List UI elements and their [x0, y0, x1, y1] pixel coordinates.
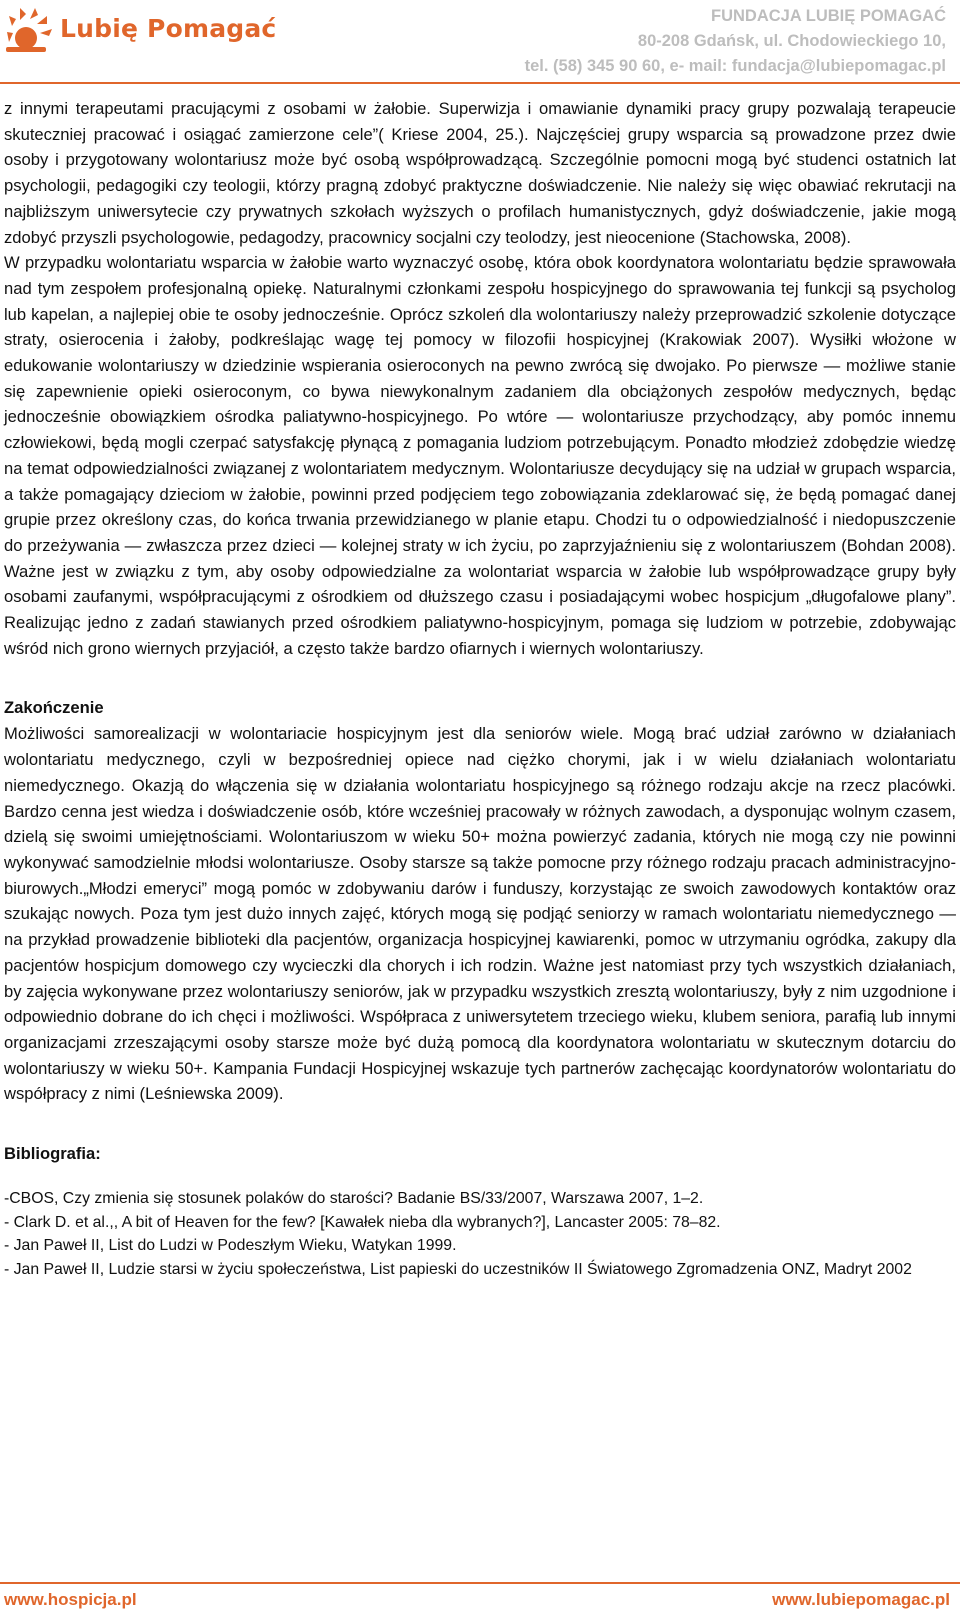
foundation-address: 80-208 Gdańsk, ul. Chodowieckiego 10, [637, 32, 946, 50]
footer-link-lubiepomagac[interactable]: www.lubiepomagac.pl [772, 1590, 950, 1609]
foundation-name: FUNDACJA LUBIĘ POMAGAĆ [711, 7, 946, 25]
logo-text: Lubię Pomagać [60, 14, 277, 43]
document-body [4, 96, 956, 1281]
bibliography-item: - Jan Paweł II, Ludzie starsi w życiu społeczeństwa, List papieski do uczestników II Światowego Zgromadzenia ONZ, Madryt 2002 [4, 1260, 912, 1278]
footer-link-hospicja[interactable]: www.hospicja.pl [4, 1590, 137, 1609]
sun-logo-icon [4, 2, 56, 56]
bibliography-item: -CBOS, Czy zmienia się stosunek polaków do starości? Badanie BS/33/2007, Warszawa 2007, 1–2. [4, 1190, 704, 1208]
page-header [0, 0, 960, 86]
logo [4, 2, 277, 56]
foundation-contact: tel. (58) 345 90 60, e- mail: fundacja@lubiepomagac.pl [524, 57, 946, 75]
footer-divider [0, 1582, 960, 1584]
section-heading: Zakończenie [4, 698, 104, 718]
bibliography-item: - Clark D. et al.,, A bit of Heaven for the few? [Kawałek nieba dla wybranych?], Lancaster 2005: 78–82. [4, 1213, 721, 1231]
bibliography-section [4, 1141, 956, 1281]
body-paragraph: W przypadku wolontariatu wsparcia w żałobie warto wyznaczyć osobę, która obok koordynatora wolontariatu będzie sprawowała nad tym zespołem profesjonalną opiekę. Naturalnymi członkami zespołu hospicyjnego do sprawowania tej funkcji są psycholog lub kapelan, a najlepiej obie te osoby jednocześnie. Oprócz szkoleń dla wolontariuszy należy przeprowadzić szkolenie dotyczące straty, osierocenia i żałoby, podkreślając wagę tej pomocy w filozofii hospicyjnej (Krakowiak 2007). Wysiłki włożone w edukowanie wolontariuszy w dziedzinie wspierania osieroconych na pewno zwrócą się dwojako. Po pierwsze — możliwe stanie się zapewnienie opieki osieroconym, co bywa niewykonalnym zadaniem dla obciążonych zespołów medycznych, będąc jednocześnie obowiązkiem ośrodka paliatywno-hospicyjnego. Po wtóre — wolontariusze przychodzący, aby pomóc innemu człowiekowi, będą mogli czerpać satysfakcję płynącą z pomagania ludziom potrzebującym. Ponadto młodzież zdobędzie wiedzę na temat odpowiedzialności związanej z wolontariatem medycznym. Wolontariusze decydujący się na udział w grupach wsparcia, a także pomagający dzieciom w żałobie, powinni przed podjęciem tego zobowiązania zdeklarować się, że będą pomagać danej grupie przez określony czas, do końca trwania przewidzianego w planie etapu. Chodzi tu o odpowiedzialność i niedopuszczenie do przeżywania — zwłaszcza przez dzieci — kolejnej straty w ich życiu, po zaprzyjaźnieniu się z wolontariuszem (Bohdan 2008). Ważne jest w związku z tym, aby osoby odpowiedzialne za wolontariat wsparcia w żałobie lub współprowadzące grupy były osobami zaufanymi, współpracującymi z ośrodkiem od dłuższego czasu i posiadającymi wobec hospicjum „długofalowe plany”. Realizując jedno z zadań stawianych przed ośrodkiem paliatywno-hospicyjnym, pomaga się ludziom w potrzebie, zdobywając wśród nich grono wiernych przyjaciół, a często także bardzo ofiarnych i wiernych wolontariuszy. [4, 253, 956, 658]
bibliography-item: - Jan Paweł II, List do Ludzi w Podeszłym Wieku, Watykan 1999. [4, 1237, 457, 1255]
bibliography-heading: Bibliografia: [4, 1144, 101, 1164]
header-divider [0, 82, 960, 84]
body-paragraph: z innymi terapeutami pracującymi z osobami w żałobie. Superwizja i omawianie dynamiki pracy grupy pozwalają terapeucie skuteczniej pracować i osiągać zamierzone cele”( Kriese 2004, 25.). Najczęściej grupy wsparcia są prowadzone przez dwie osoby i przygotowany wolontariusz może być osobą współprowadzącą. Szczególnie pomocni mogą być studenci ostatnich lat psychologii, pedagogiki czy teologii, którzy pragną zdobyć praktyczne doświadczenie. Nie należy się więc obawiać rekrutacji na najbliższym uniwersytecie czy prywatnych szkołach wyższych o profilach humanistycznych, gdyż doświadczenie, jakie mogą zdobyć przyszli psychologowie, pedagodzy, pracownicy socjalni czy teolodzy, jest nieocenione (Stachowska, 2008). [4, 99, 956, 247]
conclusion-paragraph: Możliwości samorealizacji w wolontariacie hospicyjnym jest dla seniorów wiele. Mogą brać udział zarówno w działaniach wolontariatu medycznego, czyli w bezpośredniej opiece nad ciężko chorymi, jak i w wielu działaniach wolontariatu niemedycznego. Okazją do włączenia się w działania wolontariatu hospicyjnego są różnego rodzaju akcje na rzecz placówki. Bardzo cenna jest wiedza i doświadczenie osób, które wcześniej pracowały w różnych zawodach, a dysponując wolnym czasem, dzielą się swoimi umiejętnościami. Wolontariuszom w wieku 50+ można powierzyć zadania, których nie mogą czy nie powinni wykonywać samodzielnie młodsi wolontariusze. Osoby starsze są także pomocne przy różnego rodzaju pracach administracyjno-biurowych.„Młodzi emeryci” mogą pomóc w zdobywaniu darów i funduszy, korzystając ze swoich zawodowych kontaktów oraz szukając nowych. Poza tym jest dużo innych zajęć, których mogą się podjąć seniorzy w ramach wolontariatu niemedycznego — na przykład prowadzenie biblioteki dla pacjentów, organizacja hospicyjnej kawiarenki, pomoc w utrzymaniu ogródka, zakupy dla pacjentów hospicjum domowego czy wycieczki dla chorych i ich rodzin. Ważne jest natomiast przy tych wszystkich działaniach, by zajęcia wykonywane przez wolontariuszy seniorów, jak w przypadku wszystkich zresztą wolontariuszy, były z nim uzgodnione i odpowiednio dobrane do ich chęci i możliwości. Współpraca z uniwersytetem trzeciego wieku, klubem seniora, parafią lub innymi organizacjami zrzeszającymi osoby starsze może być dużą pomocą dla koordynatora wolontariatu w skutecznym dotarciu do wolontariuszy w wieku 50+. Kampania Fundacji Hospicyjnej wskazuje tych partnerów zachęcając koordynatorów wolontariatu do współpracy z nimi (Leśniewska 2009). [4, 724, 956, 1104]
foundation-info [525, 4, 946, 79]
bibliography-list [4, 1187, 956, 1281]
conclusion-section [4, 695, 956, 1107]
